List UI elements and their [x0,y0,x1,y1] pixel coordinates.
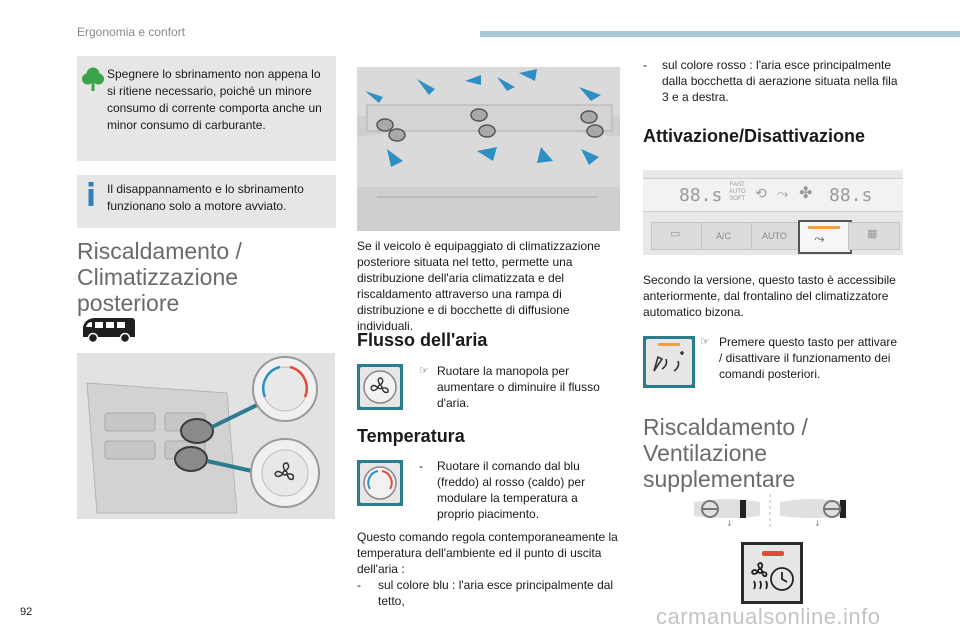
press-bullet: ☞ [700,336,710,348]
airflow-seat-icon: ⤳ [777,185,789,201]
info-icon [83,182,99,206]
rear-ac-button-icon [646,339,692,385]
airflow-icon-tile [357,364,403,410]
info-note-text: Il disappannamento e lo sbrinamento funzionano solo a motore avviato. [107,182,304,213]
blue-text: sul colore blu : l'aria esce principalmente dal tetto, [378,578,614,608]
recirc-icon: ⟲ [755,185,767,201]
red-bullet: - [643,58,647,72]
control-text: Questo comando regola contemporaneamente la temperatura dell'ambiente ed il punto di uscita dell'aria : [357,530,618,576]
eco-note [77,56,336,161]
panel-button-ac[interactable]: A/C [701,222,753,250]
watermark: carmanualsonline.info [656,604,881,629]
timer-heater-icon [744,545,800,601]
panel-button-rear-ac[interactable] [798,220,852,254]
temperature-icon-tile [357,460,403,506]
header-bar [480,31,960,37]
rear-climate-heading: Riscaldamento / Climatizzazione posteriore [77,238,242,316]
activation-heading: Attivazione/Disattivazione [643,126,866,146]
temp-right-display: 88.s [829,185,873,206]
tree-icon [81,66,105,92]
fan-icon [360,367,400,407]
airflow-text: Ruotare la manopola per aumentare o diminuire il flusso d'aria. [437,364,600,410]
rear-control-panel-illustration [77,353,335,519]
temperature-bullet: - [419,459,423,473]
press-text: Premere questo tasto per attivare / disattivare il funzionamento dei comandi posteriori. [719,335,898,381]
page-number: 92 [20,606,33,618]
panel-button-auto[interactable]: AUTO [751,222,803,250]
van-icon [80,315,138,345]
rear-ac-icon: ⤳ [814,231,825,246]
temp-left-display: 88.s [679,185,723,206]
info-note [77,175,336,228]
version-text: Secondo la versione, questo tasto è accessibile anteriormente, dal frontalino del climatizzatore automatico bizona. [643,273,896,319]
section-header: Ergonomia e confort [77,25,186,39]
airflow-heading: Flusso dell'aria [357,330,488,350]
svg-text:↓: ↓ [726,519,733,528]
front-climate-panel [643,170,903,255]
rear-ac-icon-tile [643,336,695,388]
temperature-text: Ruotare il comando dal blu (freddo) al rosso (caldo) per modulare la temperatura a proprio piacimento. [437,459,586,521]
fan-speed-icon: ✤ [799,185,813,202]
roof-vents-illustration [357,67,620,231]
eco-note-text: Spegnere lo sbrinamento non appena lo si ritiene necessario, poiché un minore consumo di corrente comporta anche un minor consumo di carburante. [107,67,322,132]
temperature-dial-icon [360,463,400,503]
red-text: sul colore rosso : l'aria esce principalmente dalla bocchetta di aerazione situata nella fila 3 e a destra. [662,58,898,104]
timer-heater-icon-tile [741,542,803,604]
panel-display [643,178,903,212]
blue-bullet: - [357,578,361,592]
mode-indicator: FAST AUTO SOFT [729,182,746,202]
defrost-front-icon: ▭ [670,228,681,240]
temperature-heading: Temperatura [357,426,465,446]
supplementary-heating-heading: Riscaldamento / Ventilazione supplementare [643,414,808,492]
rear-ac-indicator [808,226,840,229]
panel-button-rear-defrost[interactable] [848,222,900,250]
intro-text: Se il veicolo è equipaggiato di climatizzazione posteriore situata nel tetto, permette una distribuzione dell'aria climatizzata e del riscaldamento attraverso una rampa di distribuzione e di bocchette di diffusione individuali. [357,239,601,333]
svg-text:↓: ↓ [814,519,821,528]
lhd-rhd-illustration [690,494,850,530]
airflow-bullet: ☞ [419,365,429,377]
defrost-rear-icon: ▦ [867,228,878,240]
panel-button-front-defrost[interactable] [651,222,703,250]
